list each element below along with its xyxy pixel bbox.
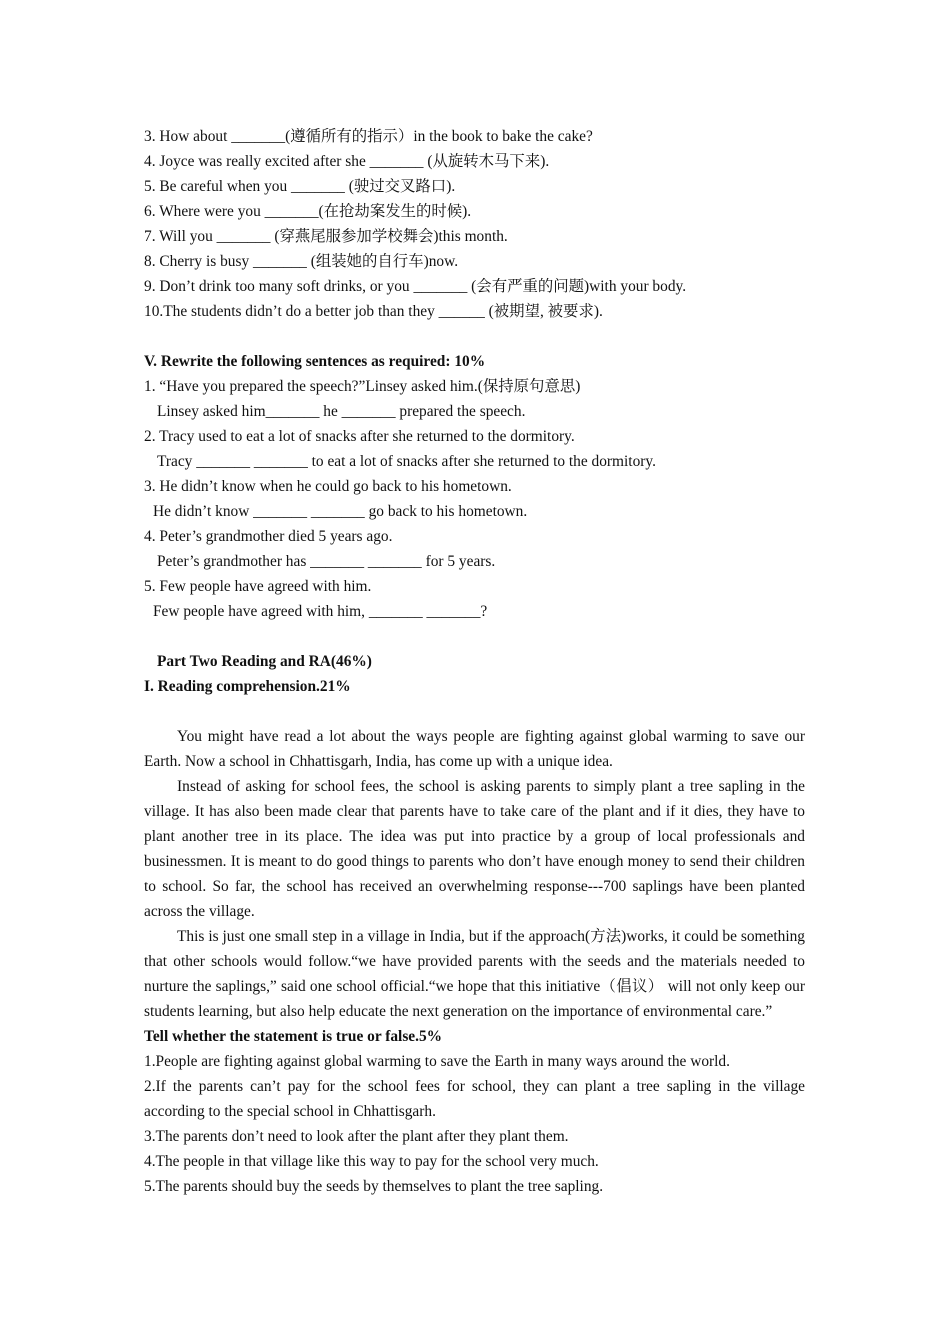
true-false-heading: Tell whether the statement is true or false.5% xyxy=(144,1028,443,1045)
rewrite-answer-1: Linsey asked him_______ he _______ prepared the speech. xyxy=(157,403,526,420)
reading-comprehension-heading: I. Reading comprehension.21% xyxy=(144,678,351,695)
rewrite-answer-2: Tracy _______ _______ to eat a lot of snacks after she returned to the dormitory. xyxy=(157,453,656,470)
item-7: 7. Will you _______ (穿燕尾服参加学校舞会)this month. xyxy=(144,228,508,245)
section-5-rewrite xyxy=(144,349,805,624)
tf-statement-2: 2.If the parents can’t pay for the school fees for school, they can plant a tree sapling in the village according to the special school in Chhattisgarh. xyxy=(144,1078,805,1120)
passage-paragraph-3: This is just one small step in a village in India, but if the approach(方法)works, it could be something that other schools would follow.“we have provided parents with the seeds and the materials needed to nurture the saplings,” said one school official.“we hope that this initiative（倡议） will not only keep our students learning, but also help educate the next generation on the importance of environmental care.” xyxy=(144,928,805,1020)
item-5: 5. Be careful when you _______ (驶过交叉路口). xyxy=(144,178,456,195)
item-9: 9. Don’t drink too many soft drinks, or you _______ (会有严重的问题)with your body. xyxy=(144,278,687,295)
passage-paragraph-2: Instead of asking for school fees, the school is asking parents to simply plant a tree sapling in the village. It has also been made clear that parents have to take care of the plant and if it dies, they have to plant another tree in its place. The idea was put into practice by a group of local professionals and businessmen. It is meant to do good things to parents who don’t have enough money to send their children to school. So far, the school has received an overwhelming response---700 saplings have been planted across the village. xyxy=(144,778,805,920)
rewrite-question-1: 1. “Have you prepared the speech?”Linsey asked him.(保持原句意思) xyxy=(144,378,581,395)
item-3: 3. How about _______(遵循所有的指示）in the book to bake the cake? xyxy=(144,128,593,145)
item-8: 8. Cherry is busy _______ (组装她的自行车)now. xyxy=(144,253,459,270)
item-4: 4. Joyce was really excited after she _______ (从旋转木马下来). xyxy=(144,153,550,170)
document-content xyxy=(144,124,805,1199)
tf-statement-3: 3.The parents don’t need to look after the plant after they plant them. xyxy=(144,1128,569,1145)
rewrite-question-2: 2. Tracy used to eat a lot of snacks after she returned to the dormitory. xyxy=(144,428,575,445)
item-6: 6. Where were you _______(在抢劫案发生的时候). xyxy=(144,203,472,220)
rewrite-answer-5: Few people have agreed with him, _______ _______? xyxy=(153,603,488,620)
section-5-heading: V. Rewrite the following sentences as required: 10% xyxy=(144,353,486,370)
rewrite-question-3: 3. He didn’t know when he could go back to his hometown. xyxy=(144,478,512,495)
part-two-reading xyxy=(144,649,805,1199)
item-10: 10.The students didn’t do a better job than they ______ (被期望, 被要求). xyxy=(144,303,603,320)
tf-statement-1: 1.People are fighting against global warming to save the Earth in many ways around the world. xyxy=(144,1053,730,1070)
tf-statement-5: 5.The parents should buy the seeds by themselves to plant the tree sapling. xyxy=(144,1178,604,1195)
section-4-translation-items xyxy=(144,124,805,324)
passage-paragraph-1: You might have read a lot about the ways people are fighting against global warming to save our Earth. Now a school in Chhattisgarh, India, has come up with a unique idea. xyxy=(144,728,805,770)
rewrite-answer-3: He didn’t know _______ _______ go back to his hometown. xyxy=(153,503,528,520)
tf-statement-4: 4.The people in that village like this way to pay for the school very much. xyxy=(144,1153,599,1170)
rewrite-question-4: 4. Peter’s grandmother died 5 years ago. xyxy=(144,528,393,545)
part-two-title: Part Two Reading and RA(46%) xyxy=(157,653,372,670)
rewrite-answer-4: Peter’s grandmother has _______ _______ for 5 years. xyxy=(157,553,496,570)
rewrite-question-5: 5. Few people have agreed with him. xyxy=(144,578,372,595)
